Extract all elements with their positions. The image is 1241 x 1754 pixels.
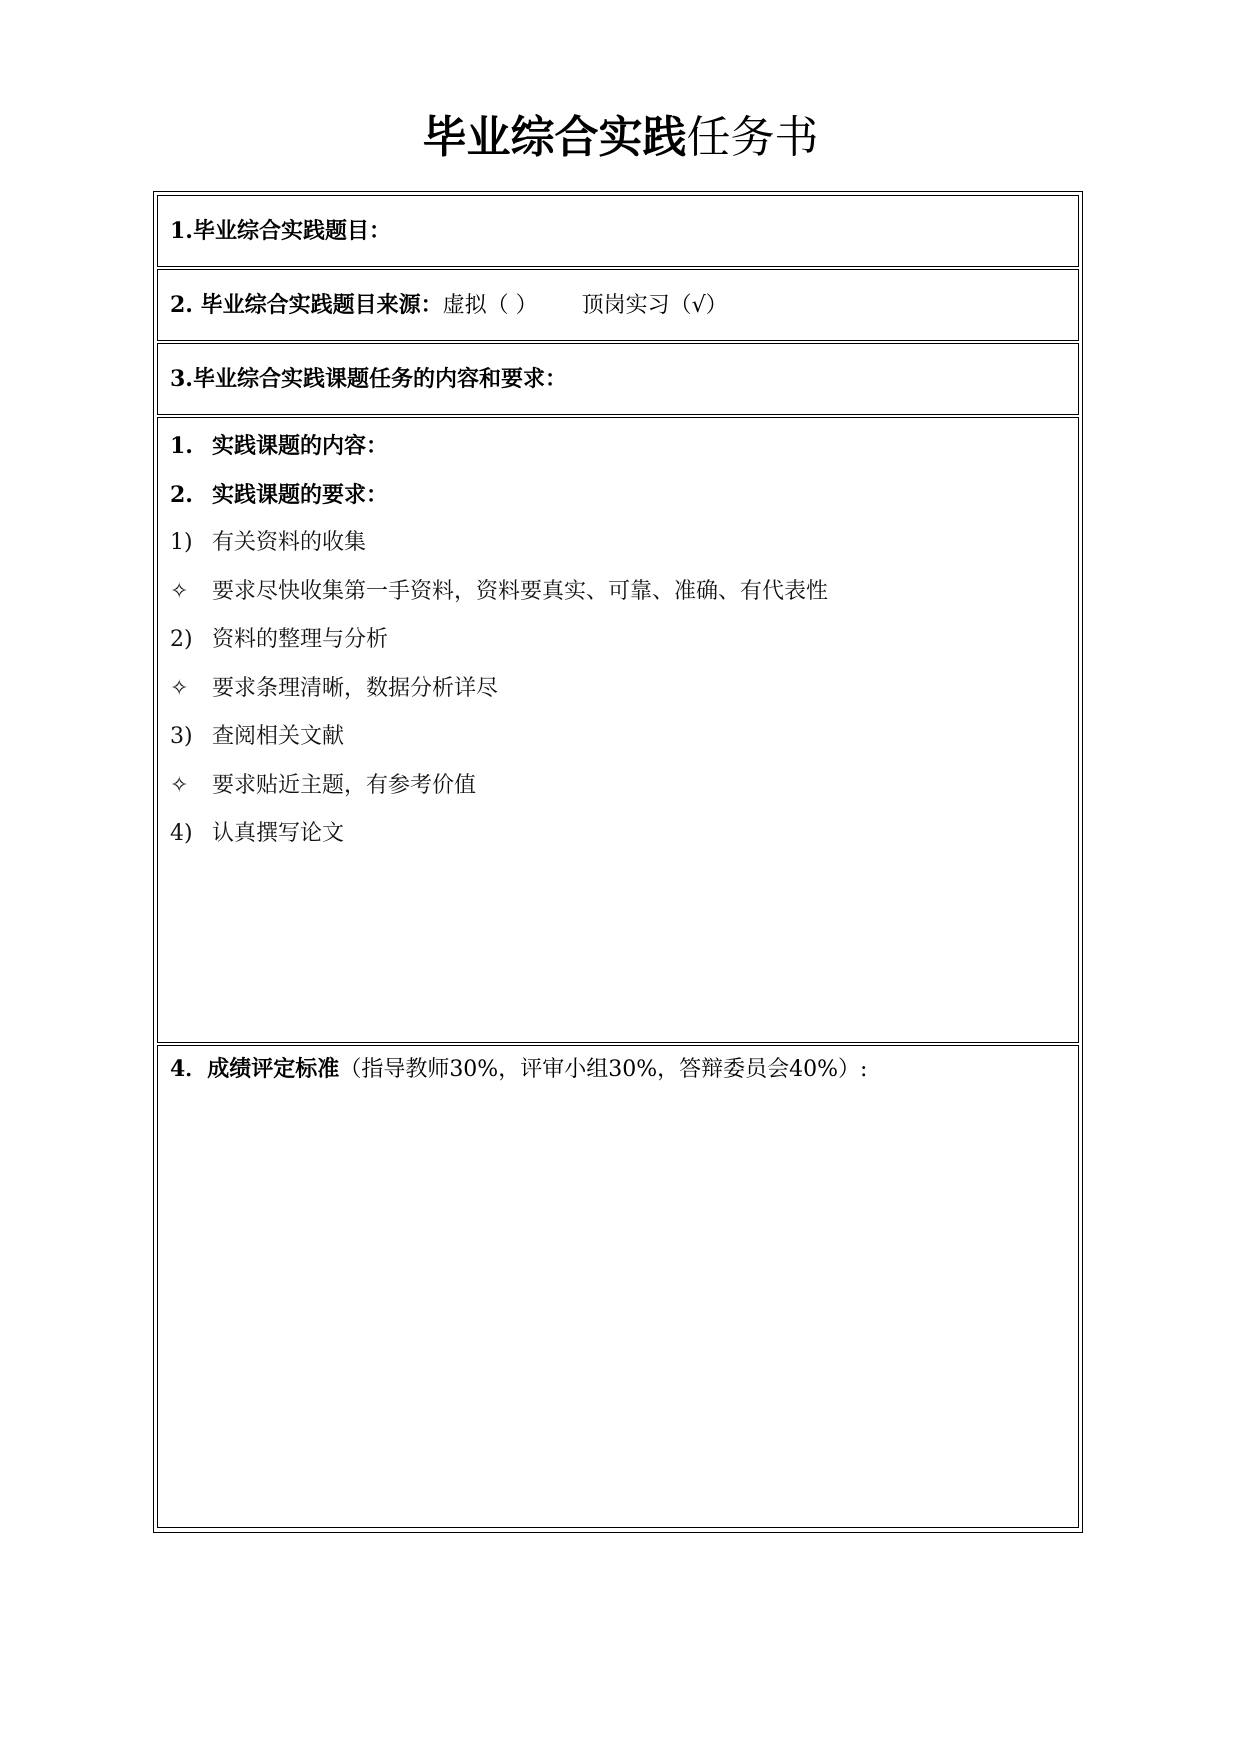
- task-form-table: [153, 191, 1083, 1533]
- row-source: [157, 269, 1079, 341]
- requirements-header-label: 3.毕业综合实践课题任务的内容和要求：: [170, 366, 567, 392]
- list-item: [170, 616, 1066, 665]
- list-text: 实践课题的内容：: [212, 433, 389, 460]
- topic-label: 1.毕业综合实践题目：: [170, 218, 391, 244]
- list-item: [170, 471, 1066, 520]
- list-marker: 1.: [170, 433, 193, 460]
- diamond-bullet-icon: ✧: [170, 772, 189, 798]
- list-item: [170, 810, 1066, 859]
- grading-label: 4．成绩评定标准: [170, 1056, 340, 1082]
- list-marker: 1): [170, 530, 193, 556]
- diamond-bullet-icon: ✧: [170, 578, 189, 604]
- source-label: 2. 毕业综合实践题目来源：: [170, 292, 443, 318]
- list-text: 实践课题的要求：: [212, 481, 389, 508]
- option-virtual: 虚拟（ ）: [442, 293, 538, 318]
- requirements-list: [170, 422, 1066, 859]
- list-item: [170, 713, 1066, 762]
- list-marker: 3): [170, 724, 193, 750]
- list-marker: 2.: [170, 481, 193, 508]
- list-text: 要求贴近主题，有参考价值: [212, 772, 477, 798]
- list-marker: 2): [170, 627, 193, 653]
- list-item: [170, 568, 1066, 617]
- list-text: 认真撰写论文: [212, 821, 345, 847]
- list-item: [170, 665, 1066, 714]
- row-grading: [157, 1045, 1079, 1528]
- row-requirements-content: [157, 417, 1079, 1043]
- option-internship: 顶岗实习（√）: [581, 293, 728, 318]
- list-marker: 4): [170, 821, 193, 847]
- source-line: [170, 290, 728, 321]
- diamond-bullet-icon: ✧: [170, 675, 189, 701]
- grading-line: [170, 1054, 867, 1085]
- list-text: 有关资料的收集: [212, 530, 367, 556]
- title-bold: 毕业综合实践: [422, 112, 687, 163]
- row-requirements-header: [157, 343, 1079, 415]
- row-topic: [157, 195, 1079, 267]
- list-text: 查阅相关文献: [212, 724, 345, 750]
- page-title: [0, 108, 1241, 168]
- list-text: 要求尽快收集第一手资料，资料要真实、可靠、准确、有代表性: [212, 578, 829, 604]
- list-item: [170, 422, 1066, 471]
- grading-weights: （指导教师30%，评审小组30%，答辩委员会40%）:: [339, 1057, 868, 1082]
- list-item: [170, 519, 1066, 568]
- list-text: 资料的整理与分析: [212, 627, 389, 653]
- list-text: 要求条理清晰，数据分析详尽: [212, 675, 499, 701]
- title-normal: 任务书: [686, 112, 819, 163]
- list-item: [170, 762, 1066, 811]
